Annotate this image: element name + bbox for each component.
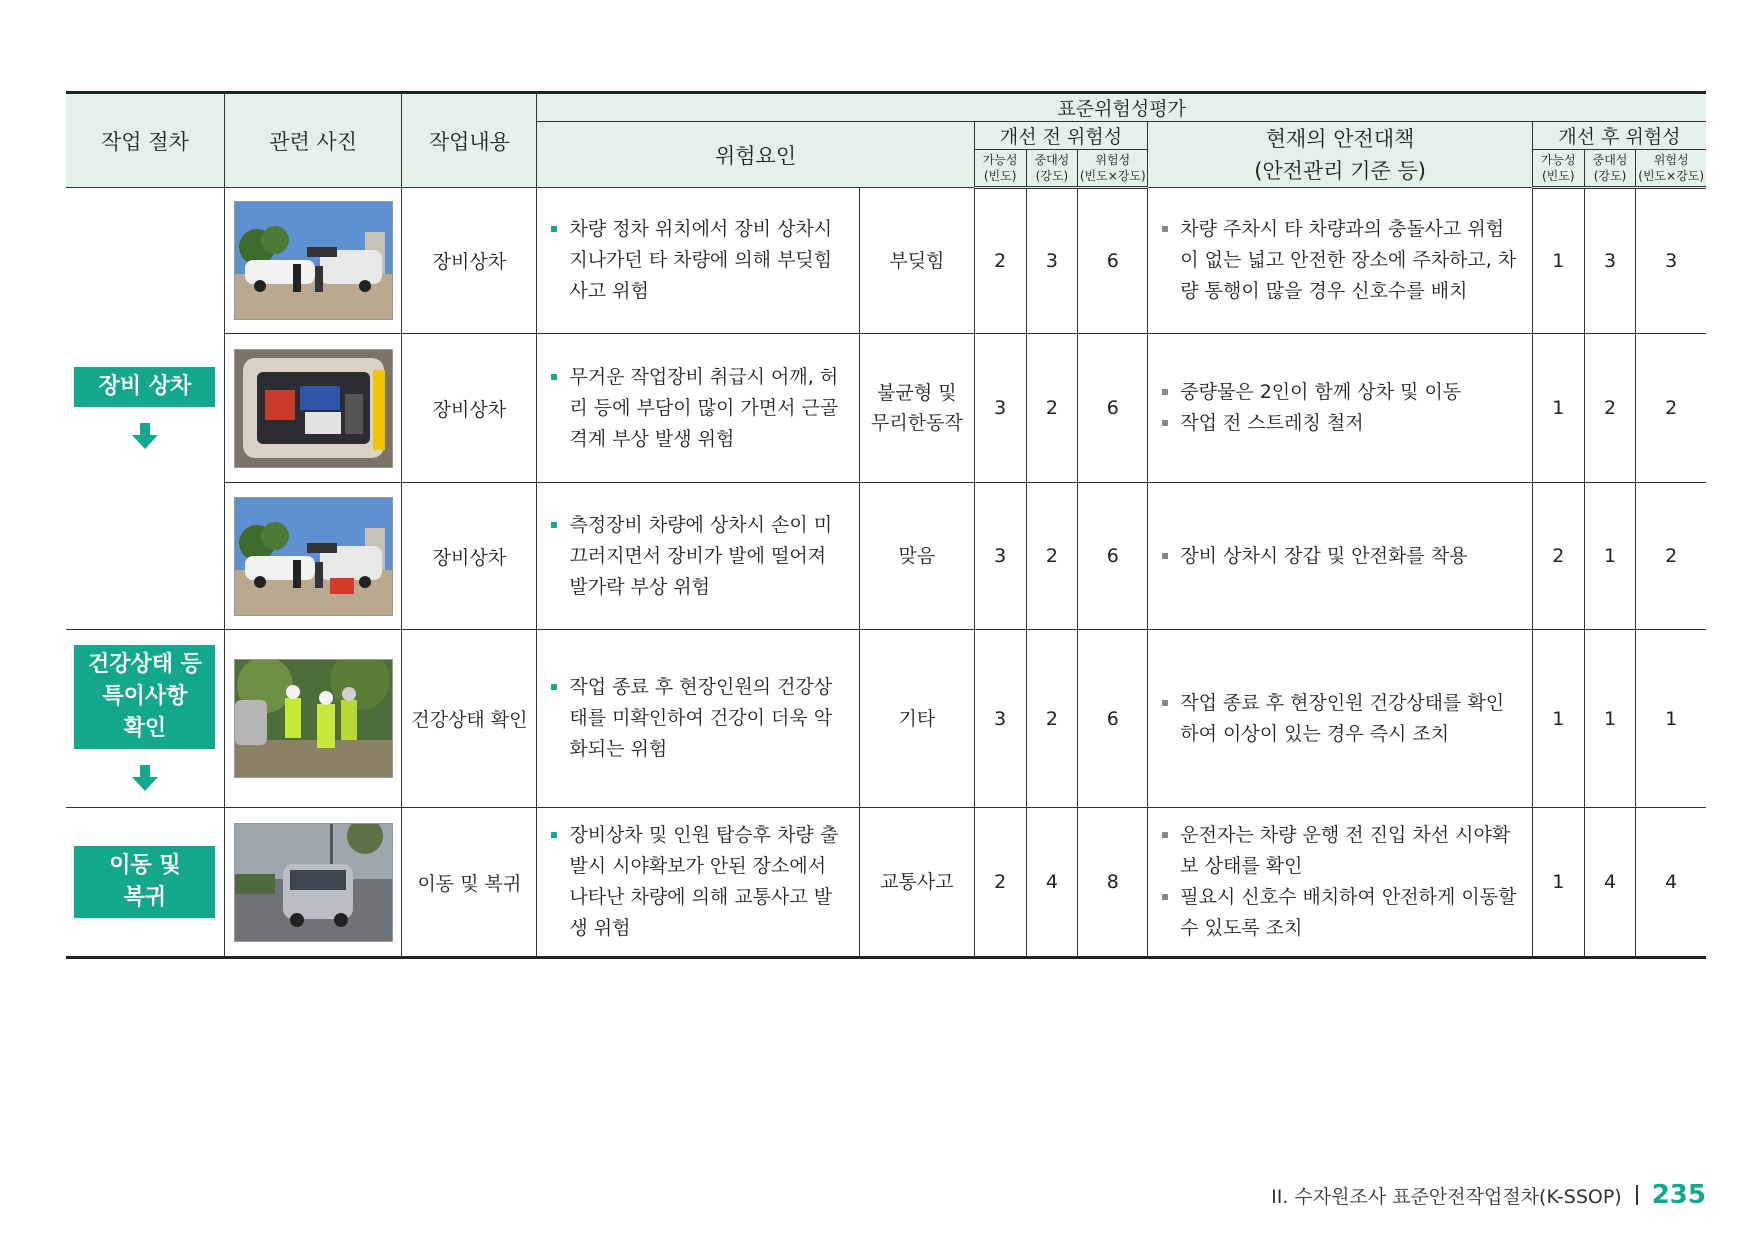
footer-divider	[1636, 1185, 1638, 1205]
hazard-type-cell	[860, 334, 975, 483]
header-after-risk	[1636, 150, 1706, 188]
footer-chapter: II. 수자원조사 표준안전작업절차(K-SSOP)	[1271, 1185, 1622, 1208]
lbl-risk: 위험성	[1095, 153, 1131, 167]
photo-van-road	[234, 823, 393, 942]
header-current	[1148, 122, 1533, 188]
hazard-list	[537, 214, 859, 307]
after-likelihood: 1	[1532, 630, 1584, 808]
measures-list	[1148, 541, 1532, 572]
hazard-cell	[537, 630, 860, 808]
step-label-line: 장비 상차	[98, 373, 192, 399]
hazard-type-cell	[860, 630, 975, 808]
table-body	[66, 188, 1706, 958]
table-row	[66, 334, 1706, 483]
after-likelihood: 1	[1532, 334, 1584, 483]
after-severity: 4	[1584, 808, 1636, 958]
measures-cell	[1148, 630, 1533, 808]
hazard-cell	[537, 188, 860, 334]
step-label	[74, 645, 215, 749]
step-label-line: 특이사항	[102, 683, 188, 709]
header-current-sub: (안전관리 기준 등)	[1254, 158, 1426, 183]
before-severity: 2	[1026, 483, 1078, 630]
step-label	[74, 367, 215, 407]
lbl-severity-sub: (강도)	[1593, 169, 1627, 183]
measure-item: 작업 전 스트레칭 철저	[1162, 408, 1522, 439]
lbl-likelihood: 가능성	[1540, 153, 1576, 167]
after-severity: 1	[1584, 630, 1636, 808]
before-risk: 8	[1078, 808, 1148, 958]
before-likelihood: 2	[974, 808, 1026, 958]
measures-list	[1148, 377, 1532, 439]
hazard-text: 측정장비 차량에 상차시 손이 미끄러지면서 장비가 발에 떨어져 발가락 부상 위험	[551, 510, 849, 603]
measure-item: 운전자는 차량 운행 전 진입 차선 시야확보 상태를 확인	[1162, 820, 1522, 882]
header-before: 개선 전 위험성	[974, 122, 1148, 150]
lbl-likelihood: 가능성	[982, 153, 1018, 167]
lbl-severity: 중대성	[1034, 153, 1070, 167]
hazard-type-cell	[860, 483, 975, 630]
before-likelihood: 3	[974, 334, 1026, 483]
measures-list	[1148, 214, 1532, 307]
hazard-type: 기타	[898, 707, 936, 730]
header-after-severity	[1584, 150, 1636, 188]
lbl-severity: 중대성	[1592, 153, 1628, 167]
header-current-title: 현재의 안전대책	[1265, 126, 1415, 151]
hazard-list	[537, 362, 859, 455]
before-likelihood: 2	[974, 188, 1026, 334]
header-after-likelihood	[1532, 150, 1584, 188]
table-header	[66, 93, 1706, 188]
measure-item: 작업 종료 후 현장인원 건강상태를 확인하여 이상이 있는 경우 즉시 조치	[1162, 688, 1522, 750]
measure-item: 필요시 신호수 배치하여 안전하게 이동할 수 있도록 조치	[1162, 882, 1522, 944]
measure-item: 중량물은 2인이 함께 상차 및 이동	[1162, 377, 1522, 408]
after-risk: 2	[1636, 483, 1706, 630]
after-severity: 1	[1584, 483, 1636, 630]
photo-loading-car	[234, 201, 393, 320]
before-risk: 6	[1078, 334, 1148, 483]
hazard-list	[537, 820, 859, 944]
before-risk: 6	[1078, 630, 1148, 808]
hazard-type: 부딪힘	[889, 249, 945, 272]
measures-cell	[1148, 334, 1533, 483]
step-label-line: 확인	[123, 715, 167, 741]
photo-loading-car-2	[234, 497, 393, 616]
hazard-type: 불균형 및	[877, 382, 957, 404]
table-row	[66, 808, 1706, 958]
photo-trunk-equipment	[234, 349, 393, 468]
task-cell: 장비상차	[402, 188, 537, 334]
step-cell	[66, 808, 224, 958]
hazard-type: 맞음	[898, 545, 936, 567]
before-likelihood: 3	[974, 630, 1026, 808]
header-task: 작업내용	[402, 93, 537, 188]
hazard-cell	[537, 483, 860, 630]
header-before-likelihood	[974, 150, 1026, 188]
hazard-cell	[537, 808, 860, 958]
measures-list	[1148, 820, 1532, 944]
header-group: 표준위험성평가	[537, 93, 1706, 122]
hazard-list	[537, 510, 859, 603]
header-before-risk	[1078, 150, 1148, 188]
after-risk: 1	[1636, 630, 1706, 808]
after-severity: 2	[1584, 334, 1636, 483]
photo-cell	[224, 188, 402, 334]
hazard-text: 차량 정차 위치에서 장비 상차시 지나가던 타 차량에 의해 부딪힘 사고 위험	[551, 214, 849, 307]
hazard-text: 작업 종료 후 현장인원의 건강상태를 미확인하여 건강이 더욱 악화되는 위험	[551, 672, 849, 765]
arrow-down-icon	[130, 421, 160, 451]
hazard-type: 교통사고	[880, 871, 954, 893]
step-label	[74, 846, 215, 918]
step-label-line: 이동 및	[109, 853, 181, 878]
photo-cell	[224, 808, 402, 958]
table-row	[66, 188, 1706, 334]
lbl-likelihood-sub: (빈도)	[1541, 169, 1575, 183]
photo-cell	[224, 483, 402, 630]
arrow-down-icon	[130, 763, 160, 793]
after-severity: 3	[1584, 188, 1636, 334]
table-row	[66, 483, 1706, 630]
page-number: 235	[1651, 1180, 1706, 1210]
page-footer	[1271, 1180, 1706, 1210]
hazard-type-cell	[860, 808, 975, 958]
before-risk: 6	[1078, 483, 1148, 630]
risk-assessment-table	[66, 91, 1706, 959]
before-likelihood: 3	[974, 483, 1026, 630]
step-cell	[66, 188, 224, 630]
task-cell: 장비상차	[402, 483, 537, 630]
lbl-risk: 위험성	[1653, 153, 1689, 167]
before-severity: 4	[1026, 808, 1078, 958]
before-severity: 3	[1026, 188, 1078, 334]
after-risk: 3	[1636, 188, 1706, 334]
lbl-severity-sub: (강도)	[1035, 169, 1069, 183]
lbl-risk-sub: (빈도×강도)	[1638, 169, 1705, 183]
photo-cell	[224, 334, 402, 483]
after-likelihood: 2	[1532, 483, 1584, 630]
before-severity: 2	[1026, 334, 1078, 483]
measures-cell	[1148, 808, 1533, 958]
measure-item: 장비 상차시 장갑 및 안전화를 착용	[1162, 541, 1522, 572]
after-likelihood: 1	[1532, 188, 1584, 334]
after-likelihood: 1	[1532, 808, 1584, 958]
photo-workers-vests	[234, 659, 393, 778]
task-cell: 건강상태 확인	[402, 630, 537, 808]
measures-list	[1148, 688, 1532, 750]
measure-item: 차량 주차시 타 차량과의 충돌사고 위험이 없는 넓고 안전한 장소에 주차하고, 차량 통행이 많을 경우 신호수를 배치	[1162, 214, 1522, 307]
step-label-line: 복귀	[123, 885, 167, 910]
hazard-type: 무리한동작	[871, 412, 963, 434]
hazard-list	[537, 672, 859, 765]
hazard-type-cell	[860, 188, 975, 334]
task-cell: 이동 및 복귀	[402, 808, 537, 958]
lbl-likelihood-sub: (빈도)	[983, 169, 1017, 183]
task-cell: 장비상차	[402, 334, 537, 483]
header-step: 작업 절차	[66, 93, 224, 188]
header-photo: 관련 사진	[224, 93, 402, 188]
measures-cell	[1148, 483, 1533, 630]
table-row	[66, 630, 1706, 808]
step-cell	[66, 630, 224, 808]
step-label-line: 건강상태 등	[87, 651, 202, 677]
header-after: 개선 후 위험성	[1532, 122, 1706, 150]
before-risk: 6	[1078, 188, 1148, 334]
lbl-risk-sub: (빈도×강도)	[1079, 169, 1146, 183]
hazard-cell	[537, 334, 860, 483]
header-hazard: 위험요인	[537, 122, 974, 188]
after-risk: 2	[1636, 334, 1706, 483]
measures-cell	[1148, 188, 1533, 334]
before-severity: 2	[1026, 630, 1078, 808]
header-before-severity	[1026, 150, 1078, 188]
hazard-text: 장비상차 및 인원 탑승후 차량 출발시 시야확보가 안된 장소에서 나타난 차량에 의해 교통사고 발생 위험	[551, 820, 849, 944]
after-risk: 4	[1636, 808, 1706, 958]
hazard-text: 무거운 작업장비 취급시 어깨, 허리 등에 부담이 많이 가면서 근골격계 부상 발생 위험	[551, 362, 849, 455]
photo-cell	[224, 630, 402, 808]
